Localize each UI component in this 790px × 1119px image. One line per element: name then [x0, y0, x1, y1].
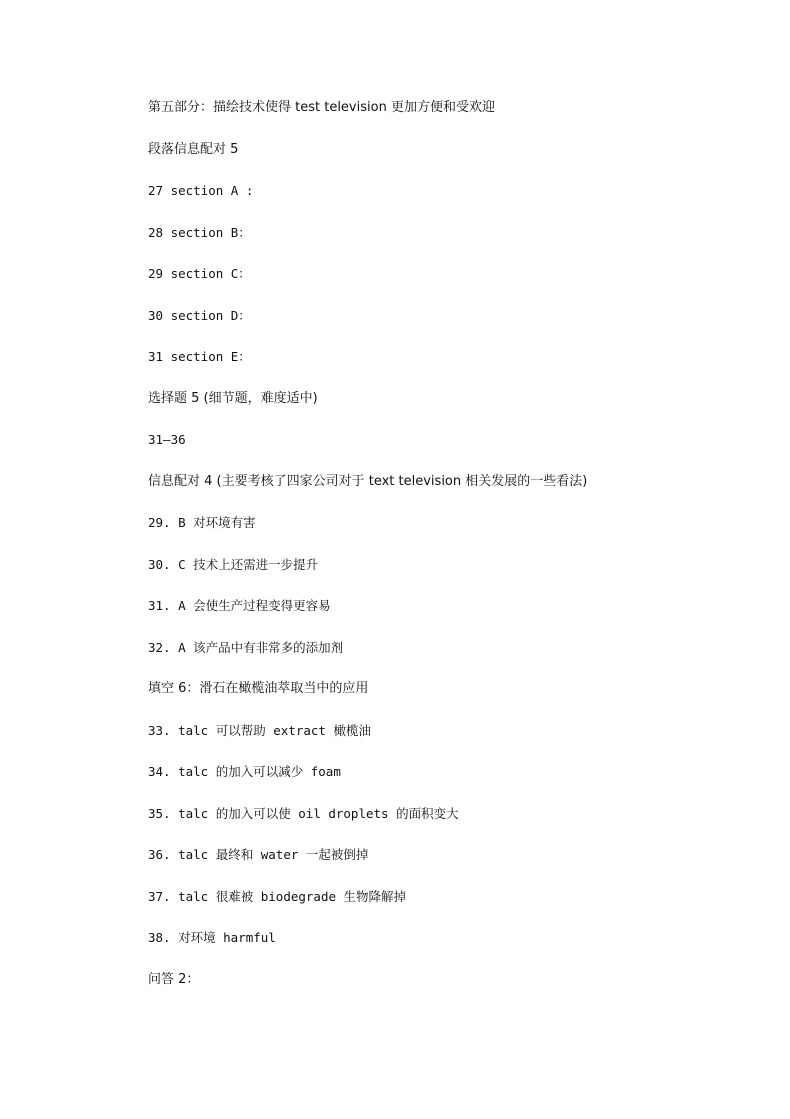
answer-line-31: 31 section E：: [148, 349, 251, 364]
fill-item-38: 38. 对环境 harmful: [148, 930, 276, 945]
fill-item-34: 34. talc 的加入可以减少 foam: [148, 764, 341, 779]
answer-line-27: 27 section A :: [148, 183, 254, 198]
document-body: [148, 97, 748, 1010]
section-heading-multiple-choice: 选择题 5 (细节题，难度适中): [148, 390, 318, 406]
fill-item-35: 35. talc 的加入可以使 oil droplets 的面积变大: [148, 805, 459, 821]
answer-line-28: 28 section B：: [148, 224, 251, 240]
matching-item-29: 29. B 对环境有害: [148, 515, 256, 530]
fill-item-33: 33. talc 可以帮助 extract 橄榄油: [148, 722, 371, 738]
matching-item-32: 32. A 该产品中有非常多的添加剂: [148, 639, 344, 655]
matching-item-31: 31. A 会使生产过程变得更容易: [148, 598, 331, 613]
section-heading-information-matching: 信息配对 4 (主要考核了四家公司对于 text television 相关发展的一些看法): [148, 473, 588, 489]
fill-item-37: 37. talc 很难被 biodegrade 生物降解掉: [148, 888, 407, 904]
fill-item-36: 36. talc 最终和 water 一起被倒掉: [148, 847, 369, 862]
section-heading-paragraph-matching: 段落信息配对 5: [148, 141, 239, 157]
answer-line-30: 30 section D：: [148, 307, 251, 323]
question-range: 31—36: [148, 432, 186, 447]
section-heading-fill-in: 填空 6：滑石在橄榄油萃取当中的应用: [148, 681, 369, 696]
section-heading-qa: 问答 2：: [148, 971, 200, 987]
section-heading-part-five: 第五部分：描绘技术使得 test television 更加方便和受欢迎: [148, 100, 495, 115]
answer-line-29: 29 section C：: [148, 266, 251, 281]
matching-item-30: 30. C 技术上还需进一步提升: [148, 556, 319, 572]
